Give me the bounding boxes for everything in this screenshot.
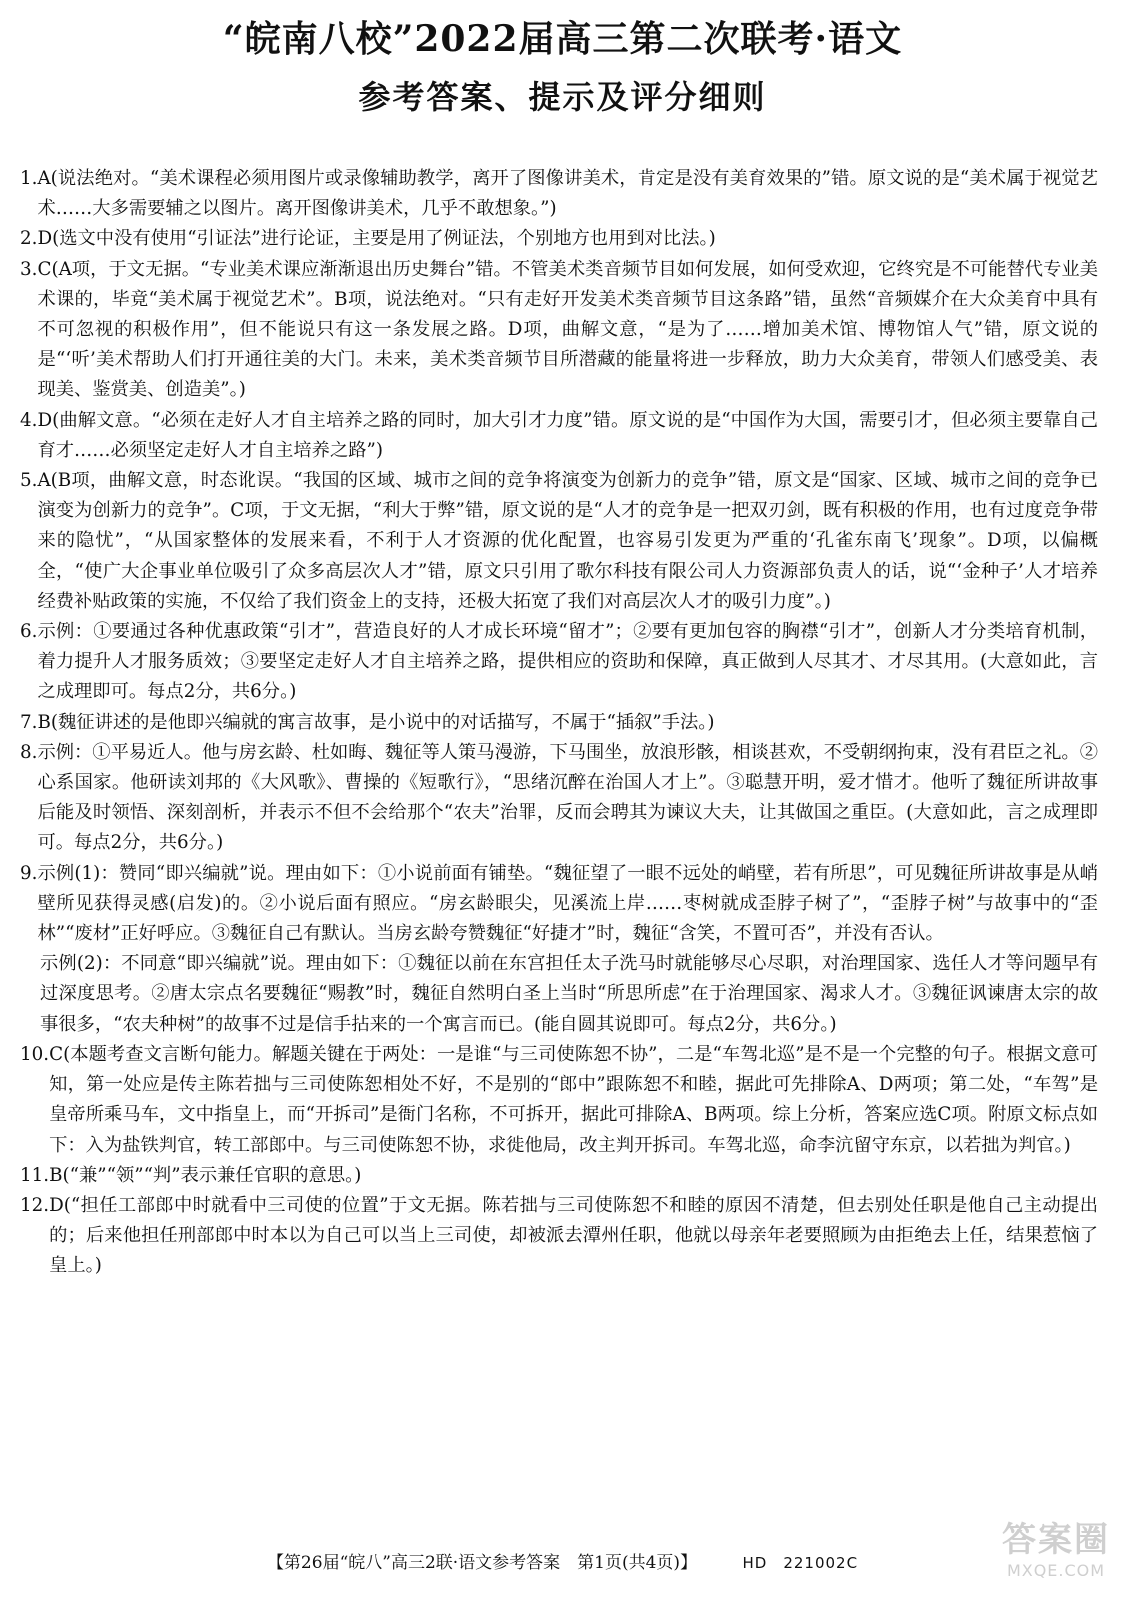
answer-number: 1.	[20, 168, 38, 189]
answer-text: B(魏征讲述的是他即兴编就的寓言故事，是小说中的对话描写，不属于“插叙”手法。)	[37, 711, 715, 733]
answer-number: 5.	[20, 470, 38, 492]
header	[0, 14, 1125, 120]
answer-number: 7.	[20, 711, 38, 733]
answer-item-12	[20, 1191, 1098, 1282]
answer-number: 6.	[20, 621, 38, 643]
answer-number: 8.	[20, 741, 38, 763]
answer-item-2	[20, 224, 1098, 254]
answer-item-4	[20, 406, 1098, 466]
answer-text: D(曲解文意。“必须在走好人才自主培养之路的同时，加大引才力度”错。原文说的是“中国作为大国，需要引才，但必须主要靠自己育才……必须坚定走好人才自主培养之路”)	[37, 409, 1098, 461]
answer-text: 示例(1)：赞同“即兴编就”说。理由如下：①小说前面有铺垫。“魏征望了一眼不远处的峭壁，若有所思”，可见魏征所讲故事是从峭壁所见获得灵感(启发)的。②小说后面有照应。“房玄龄眼尖，见溪流上岸……枣树就成歪脖子树了”，“歪脖子树”与故事中的“歪林”“废材”正好呼应。③魏征自己有默认。当房玄龄夸赞魏征“好捷才”时，魏征“含笑，不置可否”，并没有否认。	[37, 862, 1098, 945]
answer-text: 示例：①平易近人。他与房玄龄、杜如晦、魏征等人策马漫游，下马围坐，放浪形骸，相谈甚欢，不受朝纲拘束，没有君臣之礼。②心系国家。他研读刘邦的《大风歌》、曹操的《短歌行》，“思绪沉醉在治国人才上”。③聪慧开明，爱才惜才。他听了魏征所讲故事后能及时领悟、深刻剖析，并表示不但不会给那个“农夫”治罪，反而会聘其为谏议大夫，让其做国之重臣。(大意如此，言之成理即可。每点2分，共6分。)	[37, 741, 1098, 854]
answer-number: 11.	[20, 1164, 50, 1186]
page-title: “皖南八校”2022届高三第二次联考·语文	[222, 18, 903, 60]
answer-list	[20, 164, 1098, 1282]
page-subtitle: 参考答案、提示及评分细则	[358, 78, 767, 116]
footer-text: 【第26届“皖八”高三2联·语文参考答案 第1页(共4页)】	[266, 1553, 698, 1573]
answer-text: C(A项，于文无据。“专业美术课应渐渐退出历史舞台”错。不管美术类音频节目如何发展，如何受欢迎，它终究是不可能替代专业美术课的，毕竟“美术属于视觉艺术”。B项，说法绝对。“只有走好开发美术类音频节目这条路”错，虽然“音频媒介在大众美育中具有不可忽视的积极作用”，但不能说只有这一条发展之路。D项，曲解文意，“是为了……增加美术馆、博物馆人气”错，原文说的是“‘听’美术帮助人们打开通往美的大门。未来，美术类音频节目所潜藏的能量将进一步释放，助力大众美育，带领人们感受美、表现美、鉴赏美、创造美”。)	[37, 258, 1098, 401]
answer-text: C(本题考查文言断句能力。解题关键在于两处：一是谁“与三司使陈恕不协”，二是“车驾北巡”是不是一个完整的句子。根据文意可知，第一处应是传主陈若拙与三司使陈恕相处不好，不是别的“郎中”跟陈恕不和睦，据此可先排除A、D两项；第二处，“车驾”是皇帝所乘马车，文中指皇上，而“开拆司”是衙门名称，不可拆开，据此可排除A、B两项。综上分析，答案应选C项。附原文标点如下：入为盐铁判官，转工部郎中。与三司使陈恕不协，求徙他局，改主判开拆司。车驾北巡，命李沆留守东京，以若拙为判官。)	[49, 1043, 1098, 1156]
watermark-title: 答案圈	[1002, 1520, 1110, 1560]
answer-text: A(B项，曲解文意，时态讹误。“我国的区域、城市之间的竞争将演变为创新力的竞争”错，原文是“国家、区域、城市之间的竞争已演变为创新力的竞争”。C项，于文无据，“利大于弊”错，原文说的是“人才的竞争是一把双刃剑，既有积极的作用，也有过度竞争带来的隐忧”，“从国家整体的发展来看，不利于人才资源的优化配置，也容易引发更为严重的‘孔雀东南飞’现象”。D项，以偏概全，“使广大企事业单位吸引了众多高层次人才”错，原文只引用了歌尔科技有限公司人力资源部负责人的话，说“‘金种子’人才培养经费补贴政策的实施，不仅给了我们资金上的支持，还极大拓宽了我们对高层次人才的吸引力度”。)	[37, 470, 1098, 612]
answer-item-9	[20, 859, 1098, 950]
answer-item-7	[20, 708, 1098, 738]
answer-item-9-alternative: 示例(2)：不同意“即兴编就”说。理由如下：①魏征以前在东宫担任太子洗马时就能够尽心尽职，对治理国家、选任人才等问题早有过深度思考。②唐太宗点名要魏征“赐教”时，魏征自然明白圣上当时“所思所虑”在于治理国家、渴求人才。③魏征讽谏唐太宗的故事很多，“农夫种树”的故事不过是信手拈来的一个寓言而已。(能自圆其说即可。每点2分，共6分。)	[40, 953, 1098, 1035]
answer-text: D(“担任工部郎中时就看中三司使的位置”于文无据。陈若拙与三司使陈恕不和睦的原因不清楚，但去别处任职是他自己主动提出的；后来他担任刑部郎中时本以为自己可以当上三司使，却被派去潭州任职，他就以母亲年老要照顾为由拒绝去上任，结果惹恼了皇上。)	[49, 1194, 1098, 1277]
answer-number: 4.	[20, 409, 38, 431]
watermark-url: MXQE.COM	[1006, 1561, 1106, 1580]
answer-item-5	[20, 466, 1098, 617]
answer-number: 2.	[20, 228, 38, 250]
answer-text: 示例：①要通过各种优惠政策“引才”，营造良好的人才成长环境“留才”；②要有更加包容的胸襟“引才”，创新人才分类培育机制，着力提升人才服务质效；③要坚定走好人才自主培养之路，提供相应的资助和保障，真正做到人尽其才、才尽其用。(大意如此，言之成理即可。每点2分，共6分。)	[37, 621, 1098, 703]
answer-number: 3.	[20, 258, 38, 280]
answer-number: 12.	[20, 1194, 50, 1216]
answer-number: 10.	[20, 1043, 50, 1065]
answer-item-8	[20, 738, 1098, 859]
answer-text: D(选文中没有使用“引证法”进行论证，主要是用了例证法，个别地方也用到对比法。)	[37, 228, 716, 250]
page-footer	[0, 1550, 1125, 1576]
answer-item-3	[20, 255, 1098, 406]
footer-code: HD 221002C	[742, 1554, 859, 1572]
answer-item-10	[20, 1040, 1098, 1161]
answer-item-1	[20, 164, 1098, 224]
answer-number: 9.	[20, 862, 38, 884]
answer-item-6	[20, 617, 1098, 708]
answer-text: A(说法绝对。“美术课程必须用图片或录像辅助教学，离开了图像讲美术，肯定是没有美育效果的”错。原文说的是“美术属于视觉艺术……大多需要辅之以图片。离开图像讲美术，几乎不敢想象。”)	[37, 168, 1098, 220]
answer-item-11	[20, 1161, 1098, 1191]
answer-text: B(“兼”“领”“判”表示兼任官职的意思。)	[49, 1164, 362, 1186]
